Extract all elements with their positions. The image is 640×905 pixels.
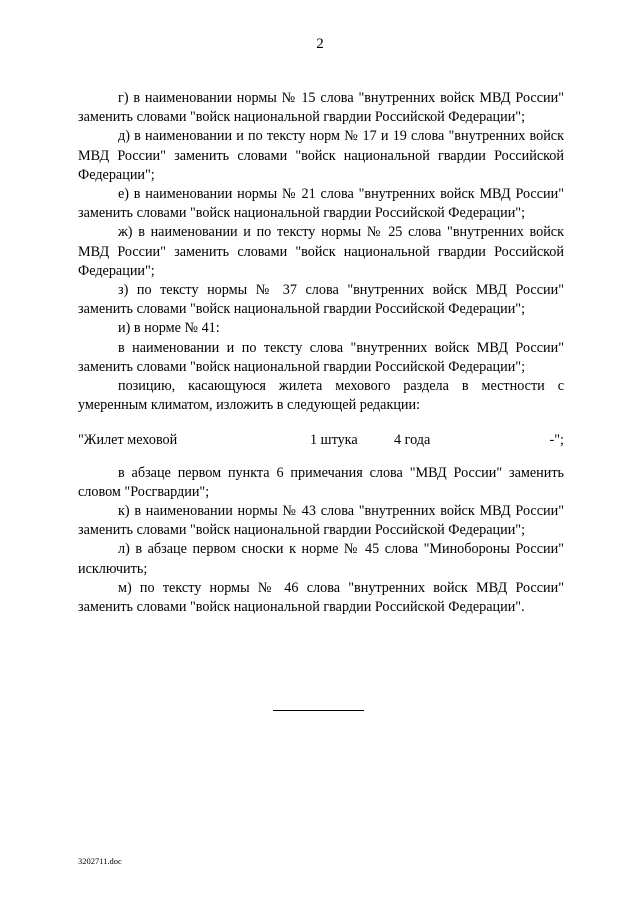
paragraph-e: е) в наименовании нормы № 21 слова "внутренних войск МВД России" заменить словами "войск национальной гвардии Российской Федерации"; (78, 186, 564, 222)
paragraph-g: г) в наименовании нормы № 15 слова "внутренних войск МВД России" заменить словами "войск национальной гвардии Российской Федерации"; (78, 90, 564, 126)
table-row (78, 431, 564, 450)
paragraph-l: л) в абзаце первом сноски к норме № 45 слова "Минобороны России" исключить; (78, 541, 564, 577)
item-name: "Жилет меховой (78, 432, 178, 449)
end-divider (273, 710, 364, 711)
paragraph-i-sub1: в наименовании и по тексту слова "внутренних войск МВД России" заменить словами "войск национальной гвардии Российской Федерации"; (78, 339, 564, 375)
document-body (78, 89, 564, 617)
paragraph-note: в абзаце первом пункта 6 примечания слова "МВД России" заменить словом "Росгвардии"; (78, 464, 564, 500)
paragraph-zh: ж) в наименовании и по тексту нормы № 25 слова "внутренних войск МВД России" заменить словами "войск национальной гвардии Российской Федерации"; (78, 224, 564, 279)
paragraph-i-sub2: позицию, касающуюся жилета мехового раздела в местности с умеренным климатом, изложить в следующей редакции: (78, 378, 564, 414)
footer-filename: 3202711.doc (78, 856, 122, 866)
paragraph-k: к) в наименовании нормы № 43 слова "внутренних войск МВД России" заменить словами "войск национальной гвардии Российской Федерации"; (78, 503, 564, 539)
paragraph-i: и) в норме № 41: (118, 320, 220, 337)
paragraph-z: з) по тексту нормы № 37 слова "внутренних войск МВД России" заменить словами "войск национальной гвардии Российской Федерации"; (78, 282, 564, 318)
page-number: 2 (316, 36, 324, 52)
item-end: -"; (549, 432, 564, 449)
item-quantity: 1 штука (310, 432, 358, 449)
paragraph-d: д) в наименовании и по тексту норм № 17 и 19 слова "внутренних войск МВД России" заменить словами "войск национальной гвардии Российской Федерации"; (78, 128, 564, 183)
item-term: 4 года (394, 432, 431, 449)
paragraph-m: м) по тексту нормы № 46 слова "внутренних войск МВД России" заменить словами "войск национальной гвардии Российской Федерации". (78, 579, 564, 616)
